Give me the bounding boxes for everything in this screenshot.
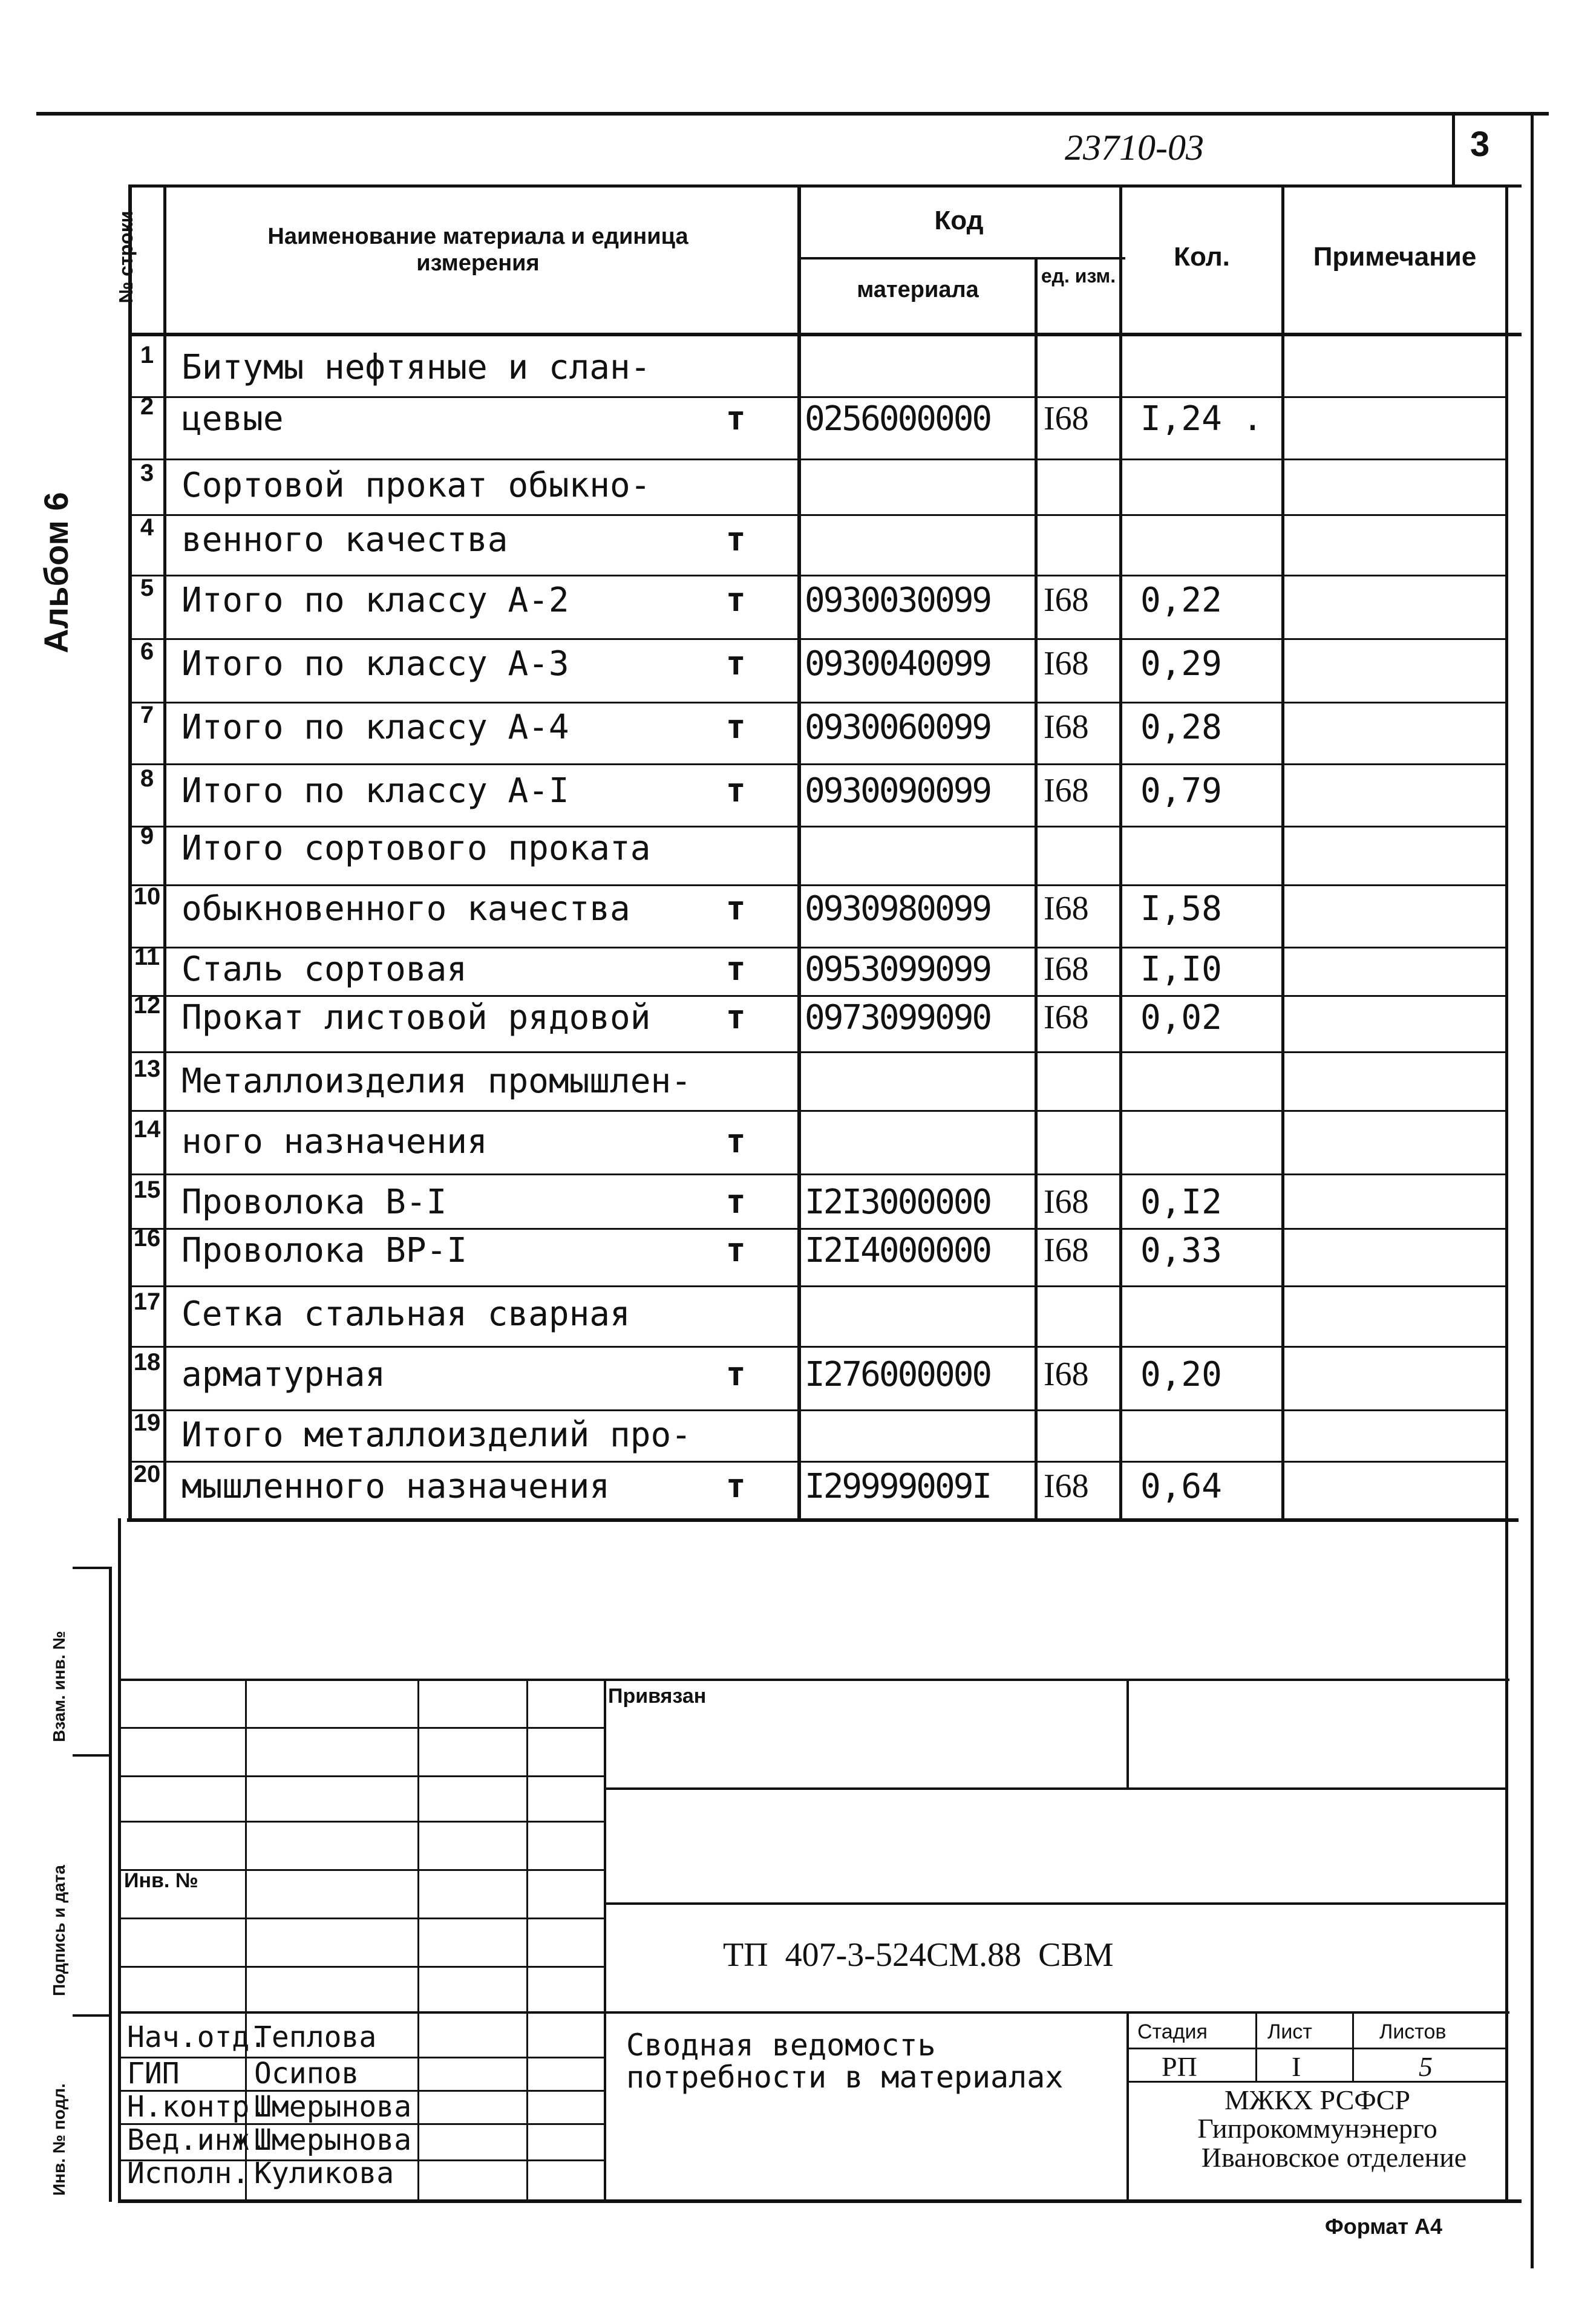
unit-of-measure: т [726, 1355, 746, 1393]
designation: ТП 407-3-524СМ.88 СВМ [723, 1936, 1114, 1974]
row-number: 6 [140, 638, 154, 665]
material-code: 0256000000 [805, 399, 991, 439]
material-name: арматурная [181, 1355, 386, 1394]
material-name: Сталь сортовая [181, 950, 468, 989]
quantity: 0,64 [1140, 1467, 1222, 1506]
material-code: I276000000 [805, 1355, 991, 1394]
unit-of-measure: т [726, 399, 746, 437]
material-name: Итого металлоизделий про- [181, 1415, 692, 1455]
unit-code: I68 [1044, 1467, 1089, 1505]
row-number: 15 [133, 1177, 161, 1203]
material-name: Битумы нефтяные и слан- [181, 348, 651, 387]
material-name: ного назначения [181, 1122, 488, 1161]
org-line-1: МЖКХ РСФСР [1225, 2084, 1410, 2115]
row-number: 10 [133, 883, 161, 910]
material-name: Итого по классу А-2 [181, 581, 569, 620]
row-number: 14 [133, 1116, 161, 1143]
unit-code: I68 [1044, 1232, 1089, 1269]
quantity: 0,79 [1140, 771, 1222, 811]
signature-name: Осипов [254, 2057, 359, 2091]
row-number: 13 [133, 1056, 161, 1082]
unit-of-measure: т [726, 950, 746, 988]
org-line-2: Гипрокоммунэнерго [1197, 2113, 1437, 2144]
album-label: Альбом 6 [37, 492, 75, 653]
stamp-inv-podl: Инв. № подл. [50, 2083, 68, 2196]
unit-of-measure: т [726, 708, 746, 746]
material-code: I2I4000000 [805, 1231, 991, 1270]
material-name: Итого по классу А-3 [181, 644, 569, 684]
material-code: 0973099090 [805, 998, 991, 1037]
material-code: 0930060099 [805, 708, 991, 747]
unit-of-measure: т [726, 1467, 746, 1505]
unit-code: I68 [1044, 1183, 1089, 1221]
unit-of-measure: т [726, 644, 746, 682]
row-number: 2 [140, 393, 154, 420]
quantity: 0,02 [1140, 998, 1222, 1037]
signature-name: Куликова [254, 2156, 394, 2190]
material-name: Сетка стальная сварная [181, 1294, 630, 1334]
material-name: Итого по классу А-4 [181, 708, 569, 747]
stage-value: РП [1162, 2051, 1197, 2082]
header-code-material: материала [857, 277, 979, 302]
row-number: 20 [133, 1461, 161, 1487]
quantity: 0,29 [1140, 644, 1222, 684]
signature-role: ГИП [127, 2057, 180, 2091]
stamp-vzam: Взам. инв. № [50, 1631, 68, 1742]
row-number: 18 [133, 1349, 161, 1376]
row-number: 12 [133, 992, 161, 1019]
signature-role: Н.контр. [127, 2090, 267, 2124]
unit-of-measure: т [726, 1183, 746, 1221]
unit-code: I68 [1044, 772, 1089, 809]
row-number: 3 [140, 460, 154, 486]
row-number: 1 [140, 342, 154, 368]
unit-code: I68 [1044, 1356, 1089, 1393]
sheets-label: Листов [1379, 2020, 1447, 2043]
quantity: 0,28 [1140, 708, 1222, 747]
signature-role: Исполн. [127, 2156, 250, 2190]
material-name: Проволока ВР-I [181, 1231, 468, 1270]
unit-code: I68 [1044, 890, 1089, 927]
material-name: Сортовой прокат обыкно- [181, 466, 651, 505]
row-number: 7 [140, 702, 154, 728]
quantity: 0,20 [1140, 1355, 1222, 1394]
material-name: Металлоизделия промышлен- [181, 1062, 692, 1101]
signature-name: Шмерынова [254, 2123, 412, 2157]
material-name: Итого сортового проката [181, 829, 651, 868]
format-label: Формат А4 [1325, 2214, 1443, 2239]
sheet-value: I [1292, 2051, 1301, 2082]
unit-code: I68 [1044, 581, 1089, 619]
quantity: I,58 [1140, 889, 1222, 929]
header-row-no: № строки [115, 211, 137, 304]
inv-no-label: Инв. № [124, 1869, 198, 1892]
quantity: I,24 . [1140, 399, 1263, 439]
material-code: 0953099099 [805, 950, 991, 989]
material-name: мышленного назначения [181, 1467, 610, 1506]
signature-name: Теплова [254, 2020, 377, 2054]
sheet-label: Лист [1267, 2020, 1312, 2043]
row-number: 9 [140, 823, 154, 849]
stage-label: Стадия [1137, 2020, 1208, 2043]
header-name: Наименование материала и единица измерения [267, 224, 688, 276]
material-name: Прокат листовой рядовой [181, 998, 651, 1037]
header-note: Примечание [1313, 242, 1477, 272]
material-name: Проволока В-I [181, 1183, 447, 1222]
unit-code: I68 [1044, 400, 1089, 437]
unit-code: I68 [1044, 950, 1089, 988]
unit-of-measure: т [726, 998, 746, 1036]
unit-of-measure: т [726, 1122, 746, 1160]
quantity: 0,33 [1140, 1231, 1222, 1270]
signature-role: Вед.инж. [127, 2123, 267, 2157]
page-number: 3 [1470, 125, 1490, 164]
row-number: 19 [133, 1409, 161, 1436]
quantity: 0,22 [1140, 581, 1222, 620]
row-number: 17 [133, 1288, 161, 1315]
unit-of-measure: т [726, 520, 746, 558]
header-qty: Кол. [1174, 242, 1230, 272]
document-number: 23710-03 [1065, 128, 1204, 168]
material-code: I29999009I [805, 1467, 991, 1506]
material-name: цевые [181, 399, 284, 439]
quantity: 0,I2 [1140, 1183, 1222, 1222]
unit-code: I68 [1044, 999, 1089, 1036]
material-name: венного качества [181, 520, 508, 560]
signature-role: Нач.отд. [127, 2020, 267, 2054]
row-number: 8 [140, 765, 154, 792]
privyazan-label: Привязан [608, 1685, 707, 1708]
signature-name: Шмерынова [254, 2090, 412, 2124]
row-number: 11 [134, 944, 160, 970]
document-title: Сводная ведомость потребности в материалах [626, 2028, 1064, 2095]
material-name: Итого по классу А-I [181, 771, 569, 811]
sheets-value: 5 [1419, 2051, 1433, 2082]
header-code-unit: ед. изм. [1041, 265, 1116, 287]
unit-of-measure: т [726, 889, 746, 927]
material-code: 0930090099 [805, 771, 991, 811]
row-number: 16 [133, 1225, 161, 1252]
unit-of-measure: т [726, 581, 746, 619]
row-number: 4 [140, 514, 154, 541]
unit-of-measure: т [726, 1231, 746, 1269]
material-code: 0930980099 [805, 889, 991, 929]
material-code: 0930040099 [805, 644, 991, 684]
unit-of-measure: т [726, 771, 746, 809]
org-line-3: Ивановское отделение [1201, 2142, 1467, 2173]
unit-code: I68 [1044, 645, 1089, 682]
header-code: Код [934, 206, 984, 235]
quantity: I,I0 [1140, 950, 1222, 989]
unit-code: I68 [1044, 708, 1089, 746]
material-name: обыкновенного качества [181, 889, 630, 929]
material-code: I2I3000000 [805, 1183, 991, 1222]
stamp-podpis: Подпись и дата [50, 1865, 68, 1996]
material-code: 0930030099 [805, 581, 991, 620]
row-number: 5 [140, 575, 154, 601]
